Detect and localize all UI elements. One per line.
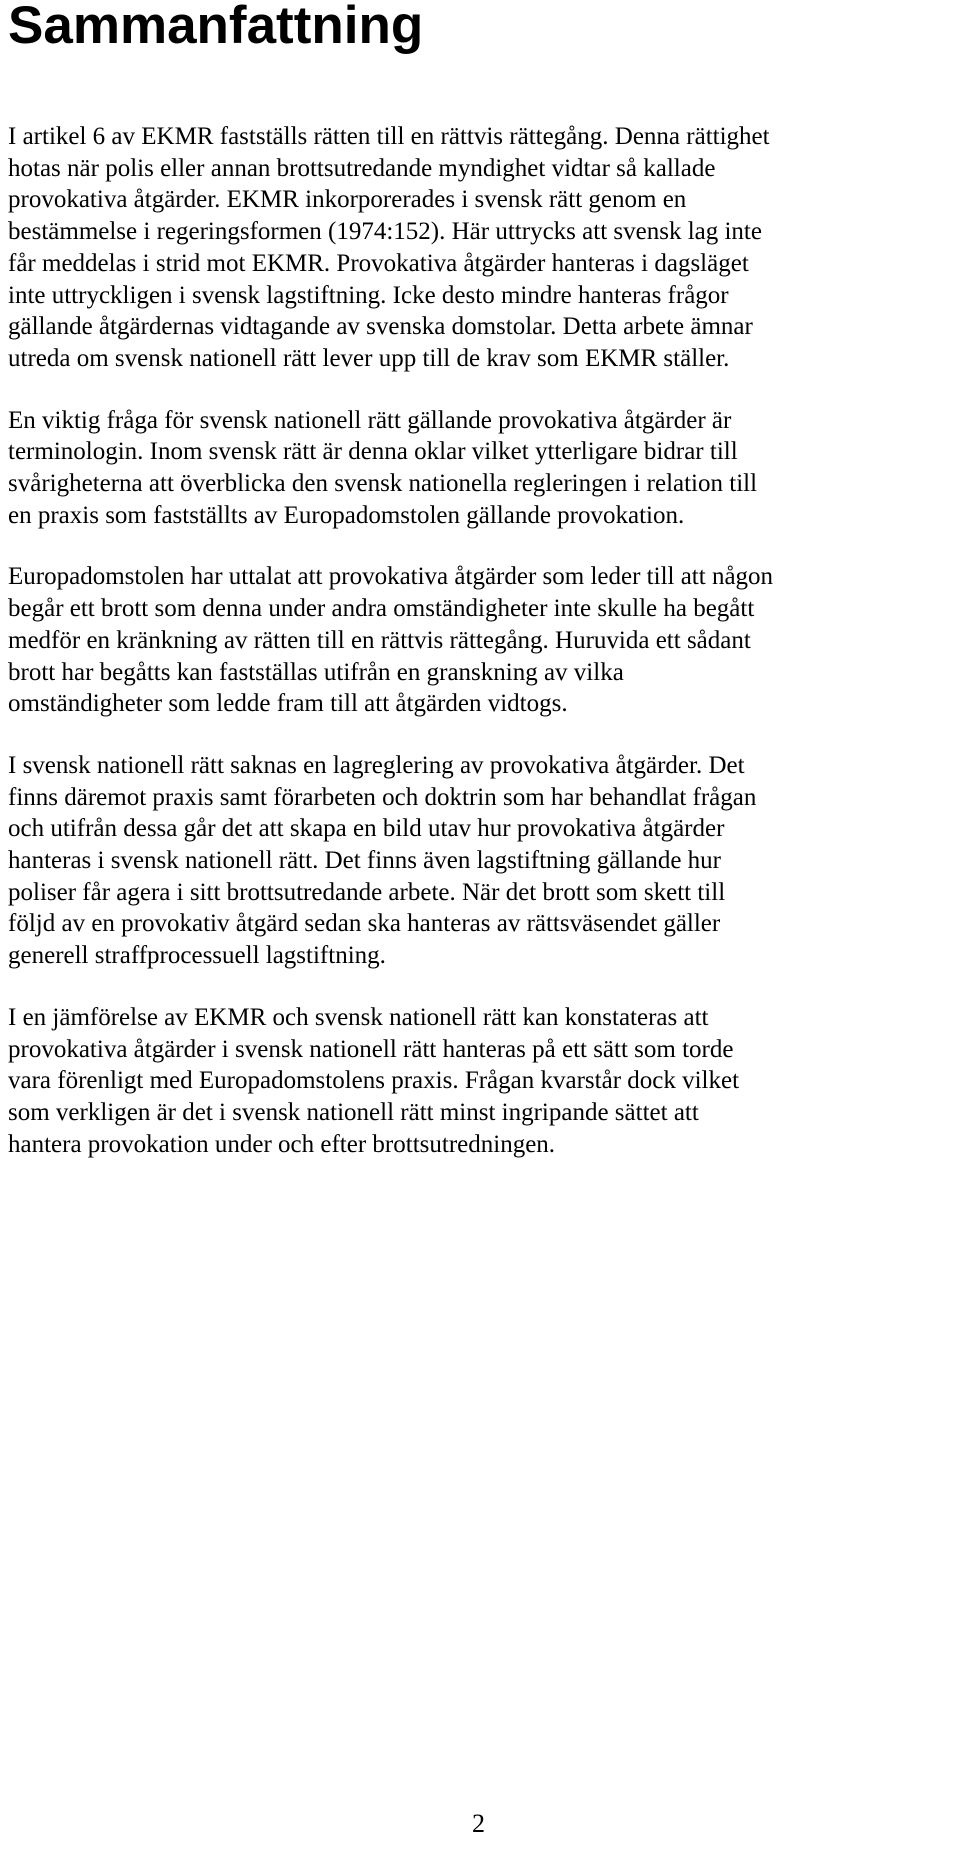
text-line: poliser får agera i sitt brottsutredande arbete. När det brott som skett till	[8, 878, 726, 906]
text-line: vara förenligt med Europadomstolens praxis. Frågan kvarstår dock vilket	[8, 1067, 740, 1095]
text-line: hantera provokation under och efter brottsutredningen.	[8, 1130, 556, 1158]
text-line: medför en kränkning av rätten till en rättvis rättegång. Huruvida ett sådant	[8, 626, 751, 654]
paragraph-1	[8, 121, 958, 375]
text-line: provokativa åtgärder i svensk nationell rätt hanteras på ett sätt som torde	[8, 1035, 734, 1063]
paragraph-3	[8, 561, 958, 720]
page-title: Sammanfattning	[8, 0, 424, 55]
text-line: utreda om svensk nationell rätt lever upp till de krav som EKMR ställer.	[8, 344, 730, 372]
text-line: gällande åtgärdernas vidtagande av svenska domstolar. Detta arbete ämnar	[8, 313, 753, 341]
text-line: bestämmelse i regeringsformen (1974:152). Här uttrycks att svensk lag inte	[8, 218, 762, 246]
page-number: 2	[472, 1809, 485, 1838]
text-line: En viktig fråga för svensk nationell rätt gällande provokativa åtgärder är	[8, 406, 732, 434]
text-line: brott har begåtts kan fastställas utifrån en granskning av vilka	[8, 658, 624, 686]
text-line: generell straffprocessuell lagstiftning.	[8, 942, 386, 970]
text-line: hotas när polis eller annan brottsutredande myndighet vidtar så kallade	[8, 154, 716, 182]
summary-body	[8, 121, 958, 1190]
paragraph-5	[8, 1002, 958, 1161]
paragraph-4	[8, 750, 958, 972]
text-line: begår ett brott som denna under andra omständigheter inte skulle ha begått	[8, 595, 755, 623]
text-line: hanteras i svensk nationell rätt. Det finns även lagstiftning gällande hur	[8, 847, 722, 875]
text-line: svårigheterna att överblicka den svensk nationella regleringen i relation till	[8, 470, 758, 498]
text-line: och utifrån dessa går det att skapa en bild utav hur provokativa åtgärder	[8, 815, 725, 843]
text-line: finns däremot praxis samt förarbeten och doktrin som har behandlat frågan	[8, 783, 757, 811]
text-line: följd av en provokativ åtgärd sedan ska hanteras av rättsväsendet gäller	[8, 910, 721, 938]
text-line: omständigheter som ledde fram till att åtgärden vidtogs.	[8, 690, 568, 718]
text-line: en praxis som fastställts av Europadomstolen gällande provokation.	[8, 501, 685, 529]
text-line: I en jämförelse av EKMR och svensk nationell rätt kan konstateras att	[8, 1003, 709, 1031]
text-line: terminologin. Inom svensk rätt är denna oklar vilket ytterligare bidrar till	[8, 438, 738, 466]
text-line: provokativa åtgärder. EKMR inkorporerades i svensk rätt genom en	[8, 186, 687, 214]
text-line: I svensk nationell rätt saknas en lagreglering av provokativa åtgärder. Det	[8, 751, 745, 779]
text-line: får meddelas i strid mot EKMR. Provokativa åtgärder hanteras i dagsläget	[8, 249, 749, 277]
text-line: Europadomstolen har uttalat att provokativa åtgärder som leder till att någon	[8, 563, 774, 591]
text-line: inte uttryckligen i svensk lagstiftning. Icke desto mindre hanteras frågor	[8, 281, 729, 309]
text-line: som verkligen är det i svensk nationell rätt minst ingripande sättet att	[8, 1098, 699, 1126]
text-line: I artikel 6 av EKMR fastställs rätten till en rättvis rättegång. Denna rättighet	[8, 123, 770, 150]
paragraph-2	[8, 405, 958, 532]
